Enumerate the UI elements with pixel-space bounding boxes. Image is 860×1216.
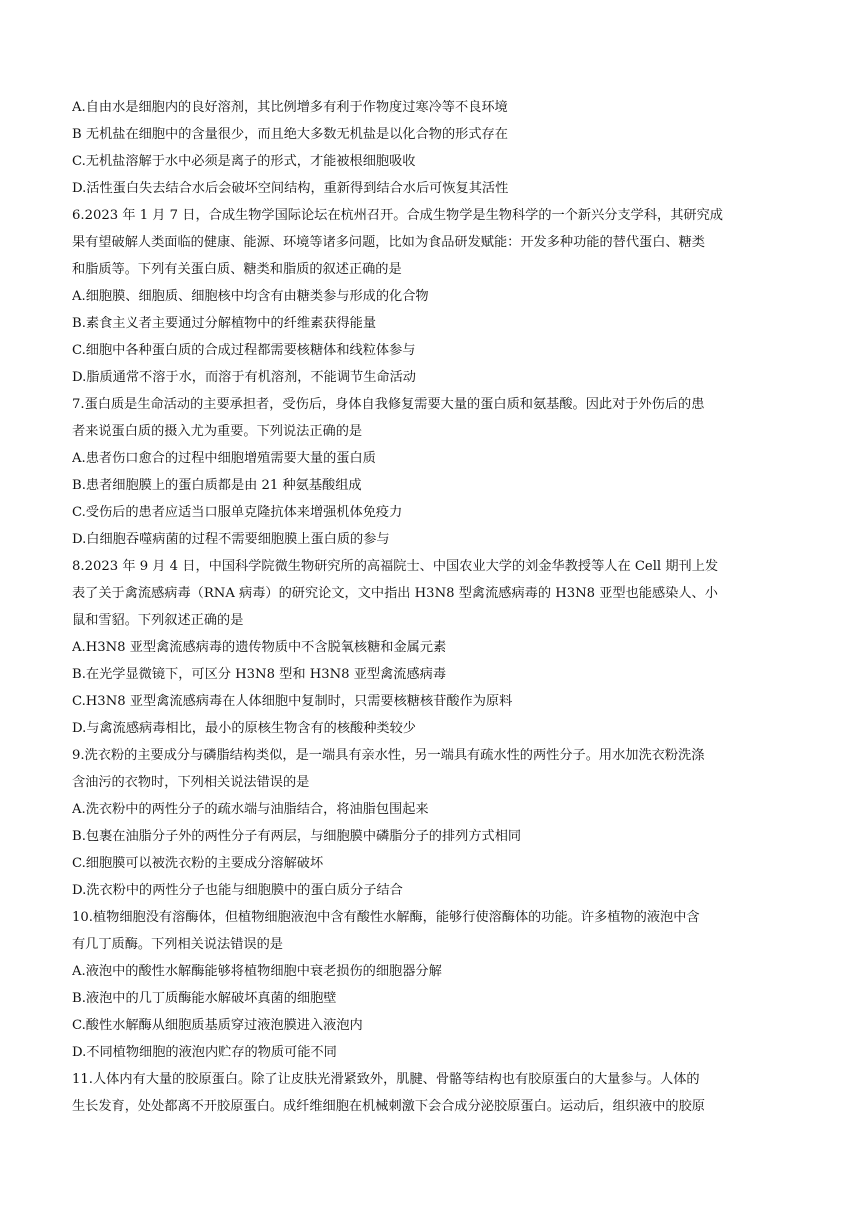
q11-stem-line: 生长发育，处处都离不开胶原蛋白。成纤维细胞在机械刺激下会合成分泌胶原蛋白。运动后，组织液中的胶原 [72, 1099, 705, 1114]
q10-option-a: A.液泡中的酸性水解酶能够将植物细胞中衰老损伤的细胞器分解 [72, 964, 442, 979]
q10-option-d: D.不同植物细胞的液泡内贮存的物质可能不同 [72, 1045, 337, 1060]
q8-option-a: A.H3N8 亚型禽流感病毒的遗传物质中不含脱氧核糖和金属元素 [72, 640, 447, 655]
question-10 [72, 904, 796, 1066]
q6-option-c: C.细胞中各种蛋白质的合成过程都需要核糖体和线粒体参与 [72, 343, 416, 358]
q11-stem-line: 11.人体内有大量的胶原蛋白。除了让皮肤光滑紧致外，肌腱、骨骼等结构也有胶原蛋白的大量参与。人体的 [72, 1072, 700, 1087]
q7-option-a: A.患者伤口愈合的过程中细胞增殖需要大量的蛋白质 [72, 451, 376, 466]
q10-stem-line: 10.植物细胞没有溶酶体，但植物细胞液泡中含有酸性水解酶，能够行使溶酶体的功能。许多植物的液泡中含 [72, 910, 700, 925]
q6-option-d: D.脂质通常不溶于水，而溶于有机溶剂，不能调节生命活动 [72, 370, 416, 385]
q5-option-d: D.活性蛋白失去结合水后会破坏空间结构，重新得到结合水后可恢复其活性 [72, 181, 509, 196]
q8-option-d: D.与禽流感病毒相比，最小的原核生物含有的核酸种类较少 [72, 721, 416, 736]
question-5-options [72, 94, 796, 202]
q5-option-c: C.无机盐溶解于水中必须是离子的形式，才能被根细胞吸收 [72, 154, 416, 169]
q8-stem-line: 鼠和雪貂。下列叙述正确的是 [72, 613, 244, 628]
q7-stem-line: 者来说蛋白质的摄入尤为重要。下列说法正确的是 [72, 424, 363, 439]
q6-stem-line: 和脂质等。下列有关蛋白质、糖类和脂质的叙述正确的是 [72, 262, 402, 277]
q5-option-b: B 无机盐在细胞中的含量很少，而且绝大多数无机盐是以化合物的形式存在 [72, 127, 508, 142]
exam-page [72, 94, 796, 1120]
q6-stem-line: 果有望破解人类面临的健康、能源、环境等诸多问题，比如为食品研发赋能：开发多种功能的替代蛋白、糖类 [72, 235, 705, 250]
q7-option-d: D.白细胞吞噬病菌的过程不需要细胞膜上蛋白质的参与 [72, 532, 390, 547]
q6-option-b: B.素食主义者主要通过分解植物中的纤维素获得能量 [72, 316, 377, 331]
q9-option-c: C.细胞膜可以被洗衣粉的主要成分溶解破坏 [72, 856, 324, 871]
q5-option-a: A.自由水是细胞内的良好溶剂，其比例增多有利于作物度过寒冷等不良环境 [72, 100, 508, 115]
question-9 [72, 742, 796, 904]
q10-option-b: B.液泡中的几丁质酶能水解破坏真菌的细胞壁 [72, 991, 337, 1006]
q9-option-a: A.洗衣粉中的两性分子的疏水端与油脂结合，将油脂包围起来 [72, 802, 429, 817]
q6-option-a: A.细胞膜、细胞质、细胞核中均含有由糖类参与形成的化合物 [72, 289, 429, 304]
q10-option-c: C.酸性水解酶从细胞质基质穿过液泡膜进入液泡内 [72, 1018, 363, 1033]
q9-option-d: D.洗衣粉中的两性分子也能与细胞膜中的蛋白质分子结合 [72, 883, 403, 898]
q8-option-c: C.H3N8 亚型禽流感病毒在人体细胞中复制时，只需要核糖核苷酸作为原料 [72, 694, 513, 709]
q8-stem-line: 表了关于禽流感病毒（RNA 病毒）的研究论文，文中指出 H3N8 型禽流感病毒的 H3N8 亚型也能感染人、小 [72, 586, 718, 601]
q7-option-b: B.患者细胞膜上的蛋白质都是由 21 种氨基酸组成 [72, 478, 362, 493]
q7-option-c: C.受伤后的患者应适当口服单克隆抗体来增强机体免疫力 [72, 505, 403, 520]
q9-stem-line: 含油污的衣物时，下列相关说法错误的是 [72, 775, 310, 790]
question-8 [72, 553, 796, 742]
q8-option-b: B.在光学显微镜下，可区分 H3N8 型和 H3N8 亚型禽流感病毒 [72, 667, 447, 682]
question-6 [72, 202, 796, 391]
q7-stem-line: 7.蛋白质是生命活动的主要承担者，受伤后，身体自我修复需要大量的蛋白质和氨基酸。因此对于外伤后的患 [72, 397, 705, 412]
q6-stem-line: 6.2023 年 1 月 7 日，合成生物学国际论坛在杭州召开。合成生物学是生物科学的一个新兴分支学科，其研究成 [72, 208, 723, 223]
question-11 [72, 1066, 796, 1120]
q9-stem-line: 9.洗衣粉的主要成分与磷脂结构类似，是一端具有亲水性，另一端具有疏水性的两性分子。用水加洗衣粉洗涤 [72, 748, 705, 763]
q10-stem-line: 有几丁质酶。下列相关说法错误的是 [72, 937, 283, 952]
q9-option-b: B.包裹在油脂分子外的两性分子有两层，与细胞膜中磷脂分子的排列方式相同 [72, 829, 522, 844]
question-7 [72, 391, 796, 553]
q8-stem-line: 8.2023 年 9 月 4 日，中国科学院微生物研究所的高福院士、中国农业大学的刘金华教授等人在 Cell 期刊上发 [72, 559, 719, 574]
